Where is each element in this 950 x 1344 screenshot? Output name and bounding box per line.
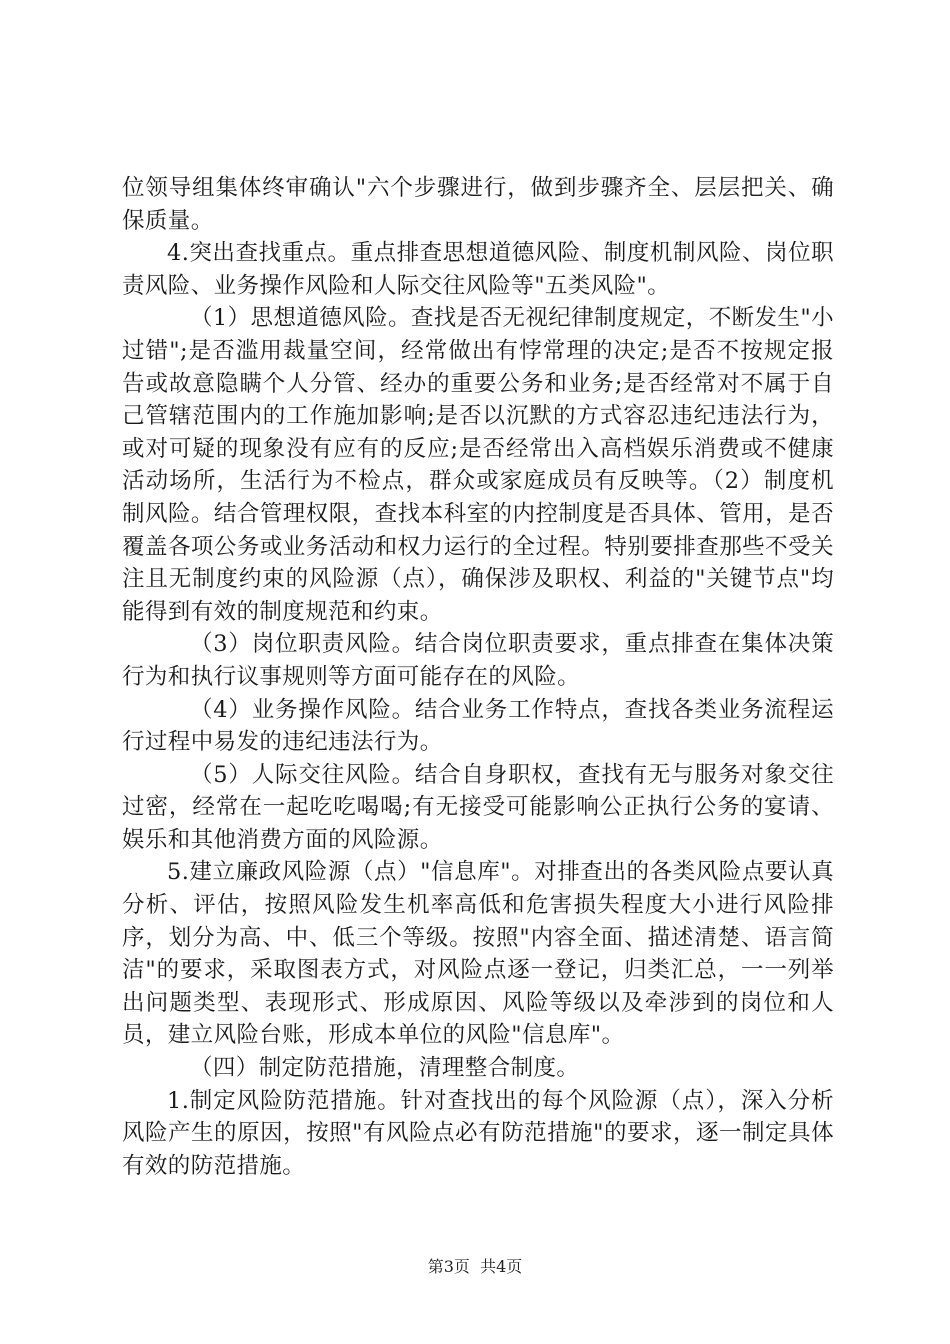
paragraph-item-5: 5.建立廉政风险源（点）"信息库"。对排查出的各类风险点要认真分析、评估，按照风险发生机率高低和危害损失程度大小进行风险排序，划分为高、中、低三个等级。按照"内容全面、描述清楚、语言简洁"的要求，采取图表方式，对风险点逐一登记，归类汇总，一一列举出问题类型、表现形式、形成原因、风险等级以及牵涉到的岗位和人员，建立风险台账，形成本单位的风险"信息库"。 [122,859,834,1049]
paragraph-risk-4: （4）业务操作风险。结合业务工作特点，查找各类业务流程运行过程中易发的违纪违法行为。 [122,696,834,756]
page-footer [0,1257,950,1277]
paragraph-risk-1-2: （1）思想道德风险。查找是否无视纪律制度规定，不断发生"小过错";是否滥用裁量空间，经常做出有悖常理的决定;是否不按规定报告或故意隐瞒个人分管、经办的重要公务和业务;是否经常对不属于自己管辖范围内的工作施加影响;是否以沉默的方式容忍违纪违法行为，或对可疑的现象没有应有的反应;是否经常出入高档娱乐消费或不健康活动场所，生活行为不检点，群众或家庭成员有反映等。（2）制度机制风险。结合管理权限，查找本科室的内控制度是否具体、管用，是否覆盖各项公务或业务活动和权力运行的全过程。特别要排查那些不受关注且无制度约束的风险源（点），确保涉及职权、利益的"关键节点"均能得到有效的制度规范和约束。 [122,305,834,625]
document-body [122,172,834,1182]
page-number: 第3页 共4页 [427,1257,523,1276]
paragraph-risk-3: （3）岗位职责风险。结合岗位职责要求，重点排查在集体决策行为和执行议事规则等方面可能存在的风险。 [122,631,834,690]
paragraph-continuation: 位领导组集体终审确认"六个步骤进行，做到步骤齐全、层层把关、确保质量。 [122,175,834,234]
paragraph-risk-5: （5）人际交往风险。结合自身职权，查找有无与服务对象交往过密，经常在一起吃吃喝喝;有无接受可能影响公正执行公务的宴请、娱乐和其他消费方面的风险源。 [122,761,834,853]
paragraph-item-1: 1.制定风险防范措施。针对查找出的每个风险源（点），深入分析风险产生的原因，按照"有风险点必有防范措施"的要求，逐一制定具体有效的防范措施。 [122,1087,834,1179]
paragraph-item-4: 4.突出查找重点。重点排查思想道德风险、制度机制风险、岗位职责风险、业务操作风险和人际交往风险等"五类风险"。 [122,240,834,299]
section-heading-4: （四）制定防范措施，清理整合制度。 [190,1055,580,1082]
